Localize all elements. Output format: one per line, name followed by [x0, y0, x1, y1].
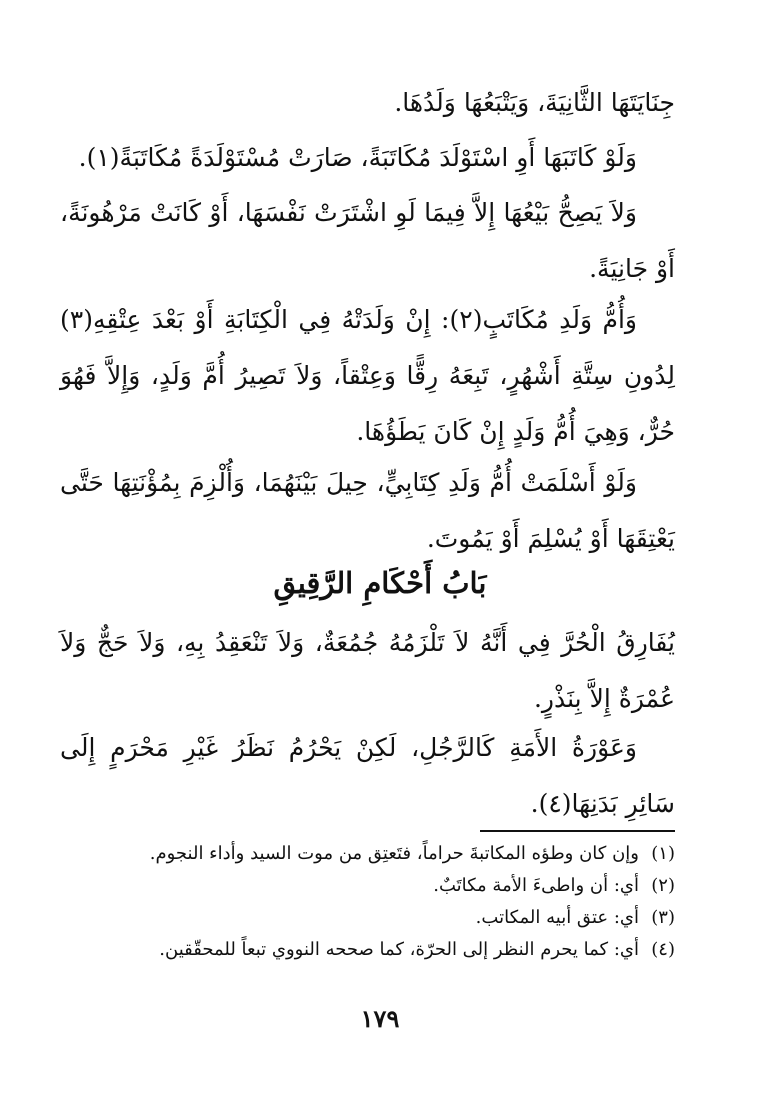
- paragraph-sale: وَلاَ يَصِحُّ بَيْعُهَا إِلاَّ فِيمَا لَوِ اشْتَرَتْ نَفْسَهَا، أَوْ كَانَتْ مَرْهُونَةً، أَوْ جَانِيَةً.: [60, 198, 675, 283]
- paragraph-friday: يُفَارِقُ الْحُرَّ فِي أَنَّهُ لاَ تَلْزَمُهُ جُمُعَةٌ، وَلاَ تَنْعَقِدُ بِهِ، وَلاَ حَجٌّ وَلاَ عُمْرَةٌ إِلاَّ بِنَذْرٍ.: [60, 628, 675, 713]
- paragraph-islam: وَلَوْ أَسْلَمَتْ أُمُّ وَلَدِ كِتَابِيٍّ، حِيلَ بَيْنَهُمَا، وَأُلْزِمَ بِمُؤْنَتِهَا حَتَّى يَعْتِقَهَا أَوْ يُسْلِمَ أَوْ يَمُوتَ.: [60, 468, 675, 553]
- footnote-3: [60, 902, 675, 934]
- footnote-text: أي: كما يحرم النظر إلى الحرّة، كما صححه النووي تبعاً للمحقّقين.: [159, 939, 639, 960]
- footnote-divider: [480, 830, 675, 832]
- page-number: ١٧٩: [360, 1004, 400, 1033]
- footnote-number: (٤): [651, 939, 675, 960]
- footnote-2: [60, 870, 675, 902]
- footnote-number: (٢): [651, 875, 675, 896]
- footnote-4: [60, 934, 675, 966]
- footnote-text: أي: عتق أبيه المكاتب.: [475, 907, 639, 928]
- paragraph-awra: وَعَوْرَةُ الأَمَةِ كَالرَّجُلِ، لَكِنْ يَحْرُمُ نَظَرُ غَيْرِ مَحْرَمٍ إِلَى سَائِرِ بَدَنِهَا(٤).: [60, 733, 675, 818]
- paragraph-continuation: جِنَايَتَهَا الثَّانِيَةَ، وَيَتْبَعُهَا وَلَدُهَا.: [394, 88, 675, 117]
- paragraph-mukataba: وَلَوْ كَاتَبَهَا أَوِ اسْتَوْلَدَ مُكَاتَبَةً، صَارَتْ مُسْتَوْلَدَةً مُكَاتَبَةً(١).: [78, 143, 637, 172]
- footnote-text: وإن كان وطؤه المكاتبةَ حراماً، فتَعتِق من موت السيد وأداء النجوم.: [149, 843, 639, 864]
- paragraph-umm-walad: وَأُمُّ وَلَدِ مُكَاتَبٍ(٢): إِنْ وَلَدَتْهُ فِي الْكِتَابَةِ أَوْ بَعْدَ عِتْقِهِ(٣) لِدُونِ سِتَّةِ أَشْهُرٍ، تَبِعَهُ رِقًّا وَعِتْقاً، وَلاَ تَصِيرُ أُمَّ وَلَدٍ، وَإِلاَّ فَهُوَ حُرٌّ، وَهِيَ أُمُّ وَلَدٍ إِنْ كَانَ يَطَؤُهَا.: [60, 305, 675, 446]
- section-heading: بَابُ أَحْكَامِ الرَّقِيقِ: [273, 566, 487, 600]
- footnote-number: (٣): [651, 907, 675, 928]
- footnote-number: (١): [651, 843, 675, 864]
- footnotes-list: [60, 838, 675, 966]
- footnote-1: [60, 838, 675, 870]
- footnote-text: أي: أن واطىءَ الأمة مكاتَبٌ.: [433, 875, 639, 896]
